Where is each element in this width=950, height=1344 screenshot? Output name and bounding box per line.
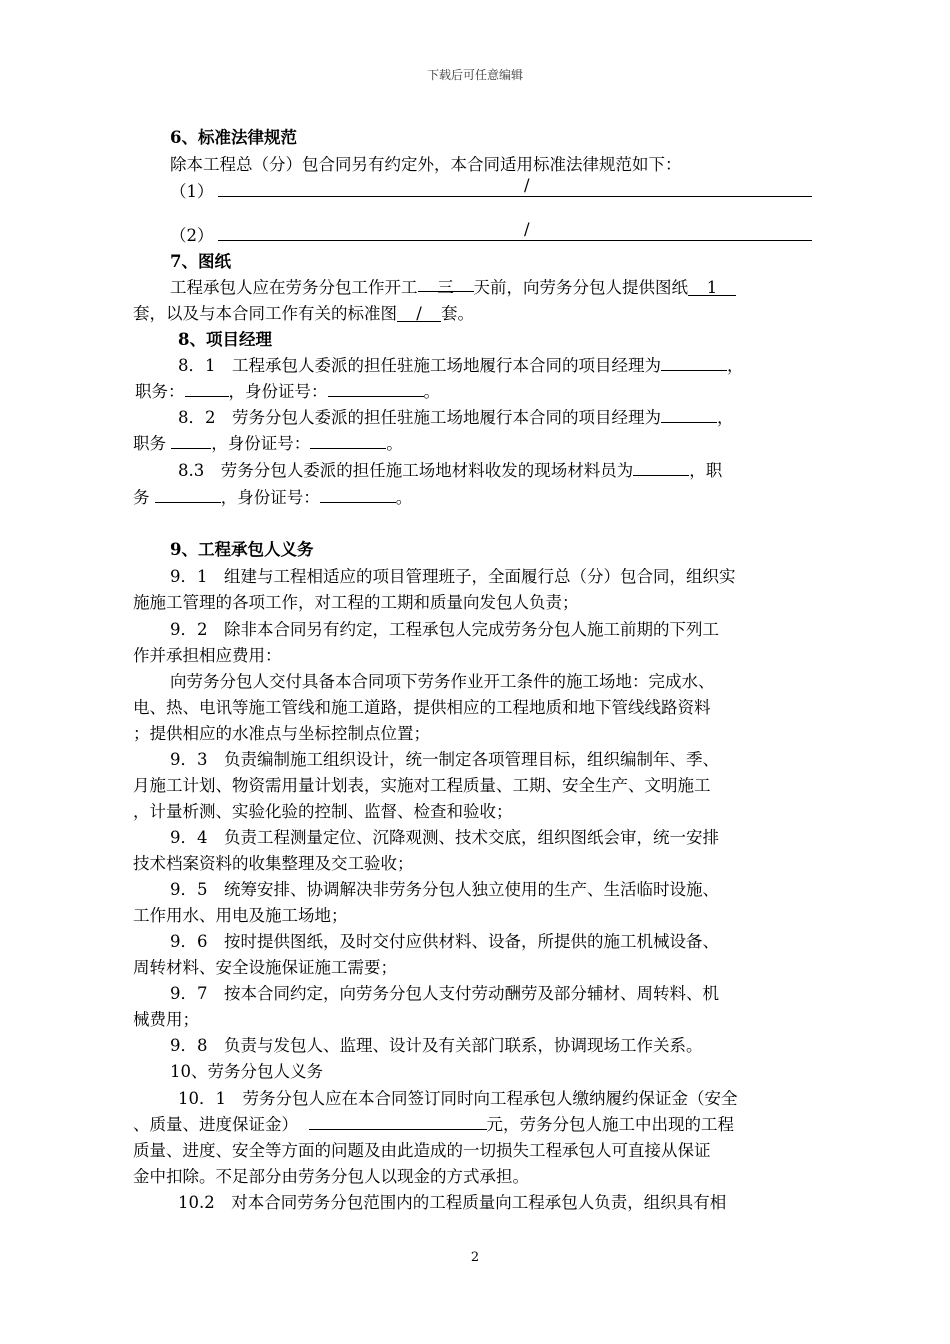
- duty-label: 职务: [133, 434, 166, 453]
- section-9-line: 9．1 组建与工程相适应的项目管理班子，全面履行总（分）包合同，组织实: [170, 567, 736, 586]
- page-header: 下载后可任意编辑: [426, 68, 523, 82]
- section-10-1-line1: 10．1 劳务分包人应在本合同签订同时向工程承包人缴纳履约保证金（安全: [178, 1089, 738, 1108]
- section-10-1-line3: 质量、进度、安全等方面的问题及由此造成的一切损失工程承包人可直接从保证: [133, 1141, 711, 1160]
- section-6-item2-label: （2）: [170, 226, 214, 245]
- section-9-line: 9．5 统筹安排、协调解决非劳务分包人独立使用的生产、生活临时设施、: [170, 880, 719, 899]
- punct: 。: [423, 382, 440, 401]
- section-7-line1: [170, 274, 860, 298]
- id-blank: [320, 485, 396, 503]
- section-9-line: 9．2 除非本合同另有约定，工程承包人完成劳务分包人施工前期的下列工: [170, 620, 719, 639]
- duty-label: 职务：: [135, 382, 185, 401]
- section-9-line: ；提供相应的水准点与坐标控制点位置；: [133, 724, 430, 743]
- section-8-title: 8、项目经理: [178, 330, 272, 349]
- section-7-l1-text-b: 天前，向劳务分包人提供图纸: [473, 278, 688, 297]
- section-8-1-text: 8．1 工程承包人委派的担任驻施工场地履行本合同的项目经理为: [178, 356, 661, 375]
- punct: ，: [727, 356, 744, 375]
- section-9-line: 9．4 负责工程测量定位、沉降观测、技术交底，组织图纸会审，统一安排: [170, 828, 719, 847]
- section-9-line: 9．8 负责与发包人、监理、设计及有关部门联系，协调现场工作关系。: [170, 1036, 703, 1055]
- page-number: 2: [470, 1250, 480, 1265]
- punct: 。: [386, 434, 403, 453]
- section-7-l2-text-a: 套，以及与本合同工作有关的标准图: [133, 304, 397, 323]
- section-8-1-line1: [178, 352, 868, 376]
- standard-drawings-blank: /: [397, 304, 441, 322]
- section-9-line: 技术档案资料的收集整理及交工验收；: [133, 854, 414, 873]
- section-10-1-line2: [133, 1111, 823, 1135]
- section-6-item1-slash: /: [524, 176, 530, 195]
- section-10-1-line4: 金中扣除。不足部分由劳务分包人以现金的方式承担。: [133, 1167, 529, 1186]
- section-7-line2: [133, 300, 823, 324]
- section-8-2-line1: [178, 404, 868, 428]
- section-10-1-text-b: 、质量、进度保证金）: [133, 1115, 298, 1134]
- section-9-line: 电、热、电讯等施工管线和施工道路，提供相应的工程地质和地下管线线路资料: [133, 698, 711, 717]
- pm-name-blank: [661, 353, 727, 371]
- section-8-1-line2: [135, 378, 825, 402]
- id-label: ，身份证号：: [220, 488, 320, 507]
- section-9-line: 9．7 按本合同约定，向劳务分包人支付劳动酬劳及部分辅材、周转料、机: [170, 984, 719, 1003]
- section-9-line: 施施工管理的各项工作，对工程的工期和质量向发包人负责；: [133, 593, 579, 612]
- duty-blank: [171, 431, 211, 449]
- section-7-l1-text-a: 工程承包人应在劳务分包工作开工: [170, 278, 418, 297]
- section-8-3-text: 8.3 劳务分包人委派的担任施工场地材料收发的现场材料员为: [178, 461, 634, 480]
- section-8-2-line2: [133, 430, 823, 454]
- section-10-1-text-c: 元，劳务分包人施工中出现的工程: [486, 1115, 734, 1134]
- section-9-line: 械费用；: [133, 1010, 199, 1029]
- section-6-intro: 除本工程总（分）包合同另有约定外，本合同适用标准法律规范如下：: [170, 155, 682, 174]
- section-9-line: 工作用水、用电及施工场地；: [133, 906, 348, 925]
- section-6-item2-line: [218, 240, 812, 241]
- punct: 。: [395, 488, 413, 507]
- section-9-line: 9．6 按时提供图纸，及时交付应供材料、设备，所提供的施工机械设备、: [170, 932, 719, 951]
- id-blank: [310, 431, 386, 449]
- section-6-item1-label: （1）: [170, 182, 214, 201]
- duty-blank: [155, 485, 221, 503]
- drawings-sets-blank: 1: [688, 278, 736, 296]
- section-10-2-line1: 10.2 对本合同劳务分包范围内的工程质量向工程承包人负责，组织具有相: [178, 1193, 727, 1212]
- section-8-3-line1: [178, 457, 868, 481]
- id-blank: [328, 379, 424, 397]
- id-label: ，身份证号：: [211, 434, 311, 453]
- section-7-title: 7、图纸: [170, 252, 231, 271]
- section-9-line: 作并承担相应费用：: [133, 646, 282, 665]
- section-9-line: 9．3 负责编制施工组织设计，统一制定各项管理目标，组织编制年、季、: [170, 750, 719, 769]
- section-10-title: 10、劳务分包人义务: [170, 1062, 323, 1081]
- section-8-3-text-b: ，职: [689, 461, 723, 480]
- deposit-amount-blank: [309, 1112, 487, 1130]
- section-9-line: 月施工计划、物资需用量计划表，实施对工程质量、工期、安全生产、文明施工: [133, 776, 711, 795]
- section-9-title: 9、工程承包人义务: [170, 540, 314, 559]
- section-9-line: 周转材料、安全设施保证施工需要；: [133, 958, 397, 977]
- section-8-2-text: 8．2 劳务分包人委派的担任驻施工场地履行本合同的项目经理为: [178, 408, 661, 427]
- section-7-l2-text-b: 套。: [441, 304, 474, 323]
- duty-blank: [185, 379, 229, 397]
- section-9-line: ，计量析测、实验化验的控制、监督、检查和验收；: [133, 802, 513, 821]
- days-blank: 三: [418, 274, 474, 292]
- duty-label: 务: [133, 488, 150, 507]
- punct: ，: [717, 408, 734, 427]
- section-6-item1-line: [218, 196, 812, 197]
- section-8-3-line2: [133, 484, 823, 508]
- section-6-item2-slash: /: [524, 220, 530, 239]
- section-6-title: 6、标准法律规范: [170, 128, 297, 147]
- section-9-line: 向劳务分包人交付具备本合同项下劳务作业开工条件的施工场地：完成水、: [170, 672, 715, 691]
- material-clerk-blank: [633, 458, 689, 476]
- id-label: ，身份证号：: [228, 382, 328, 401]
- sub-pm-name-blank: [661, 405, 717, 423]
